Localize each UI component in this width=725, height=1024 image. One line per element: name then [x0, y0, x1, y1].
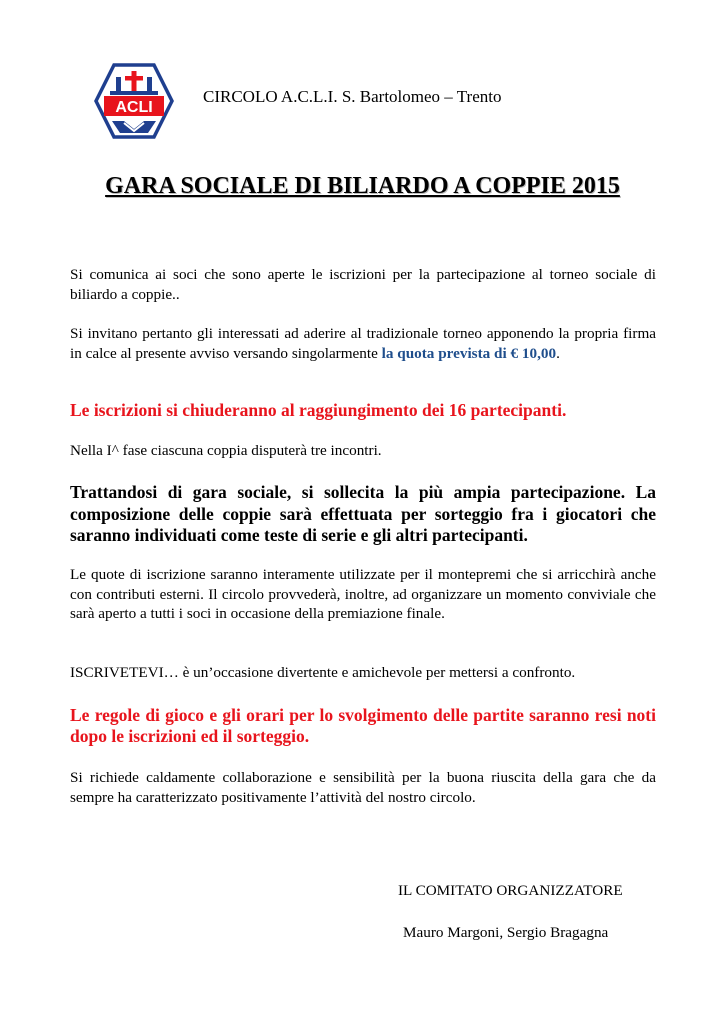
- paragraph-first-phase: Nella I^ fase ciascuna coppia disputerà tre incontri.: [70, 442, 382, 459]
- page-title: GARA SOCIALE DI BILIARDO A COPPIE 2015: [105, 173, 620, 199]
- committee-signature: IL COMITATO ORGANIZZATORE: [398, 882, 623, 899]
- paragraph-collaboration: Si richiede caldamente collaborazione e sensibilità per la buona riuscita della gara che da sempre ha caratterizzato positivamente l’attività del nostro circolo.: [70, 769, 656, 806]
- acli-logo: [94, 63, 174, 139]
- paragraph-invite: [70, 324, 656, 363]
- paragraph-signup-call: ISCRIVETEVI… è un’occasione divertente e amichevole per mettersi a confronto.: [70, 664, 576, 681]
- paragraph-invite-text: Si invitano pertanto gli interessati ad aderire al tradizionale torneo apponendo la propria firma in calce al presente avviso versando singolarmente: [70, 325, 656, 362]
- registration-deadline-notice: Le iscrizioni si chiuderanno al raggiungimento dei 16 partecipanti.: [70, 400, 567, 420]
- quota-amount: la quota prevista di € 10,00: [381, 344, 557, 362]
- committee-members: Mauro Margoni, Sergio Bragagna: [403, 924, 609, 941]
- paragraph-invite-end: .: [556, 344, 560, 362]
- organization-name: CIRCOLO A.C.L.I. S. Bartolomeo – Trento: [203, 87, 502, 106]
- rules-notice: Le regole di gioco e gli orari per lo svolgimento delle partite saranno resi noti dopo le iscrizioni ed il sorteggio.: [70, 705, 656, 746]
- logo-text: ACLI: [115, 99, 153, 116]
- paragraph-prize-fund: Le quote di iscrizione saranno interamente utilizzate per il montepremi che si arricchirà anche con contributi esterni. Il circolo provvederà, inoltre, ad organizzare un momento conviviale che sarà aperto a tutti i soci in occasione della premiazione finale.: [70, 566, 656, 622]
- paragraph-participation: Trattandosi di gara sociale, si sollecita la più ampia partecipazione. La composizione delle coppie sarà effettuata per sorteggio fra i giocatori che saranno individuati come teste di serie e gli altri partecipanti.: [70, 482, 656, 545]
- paragraph-intro: Si comunica ai soci che sono aperte le iscrizioni per la partecipazione al torneo sociale di biliardo a coppie..: [70, 266, 656, 303]
